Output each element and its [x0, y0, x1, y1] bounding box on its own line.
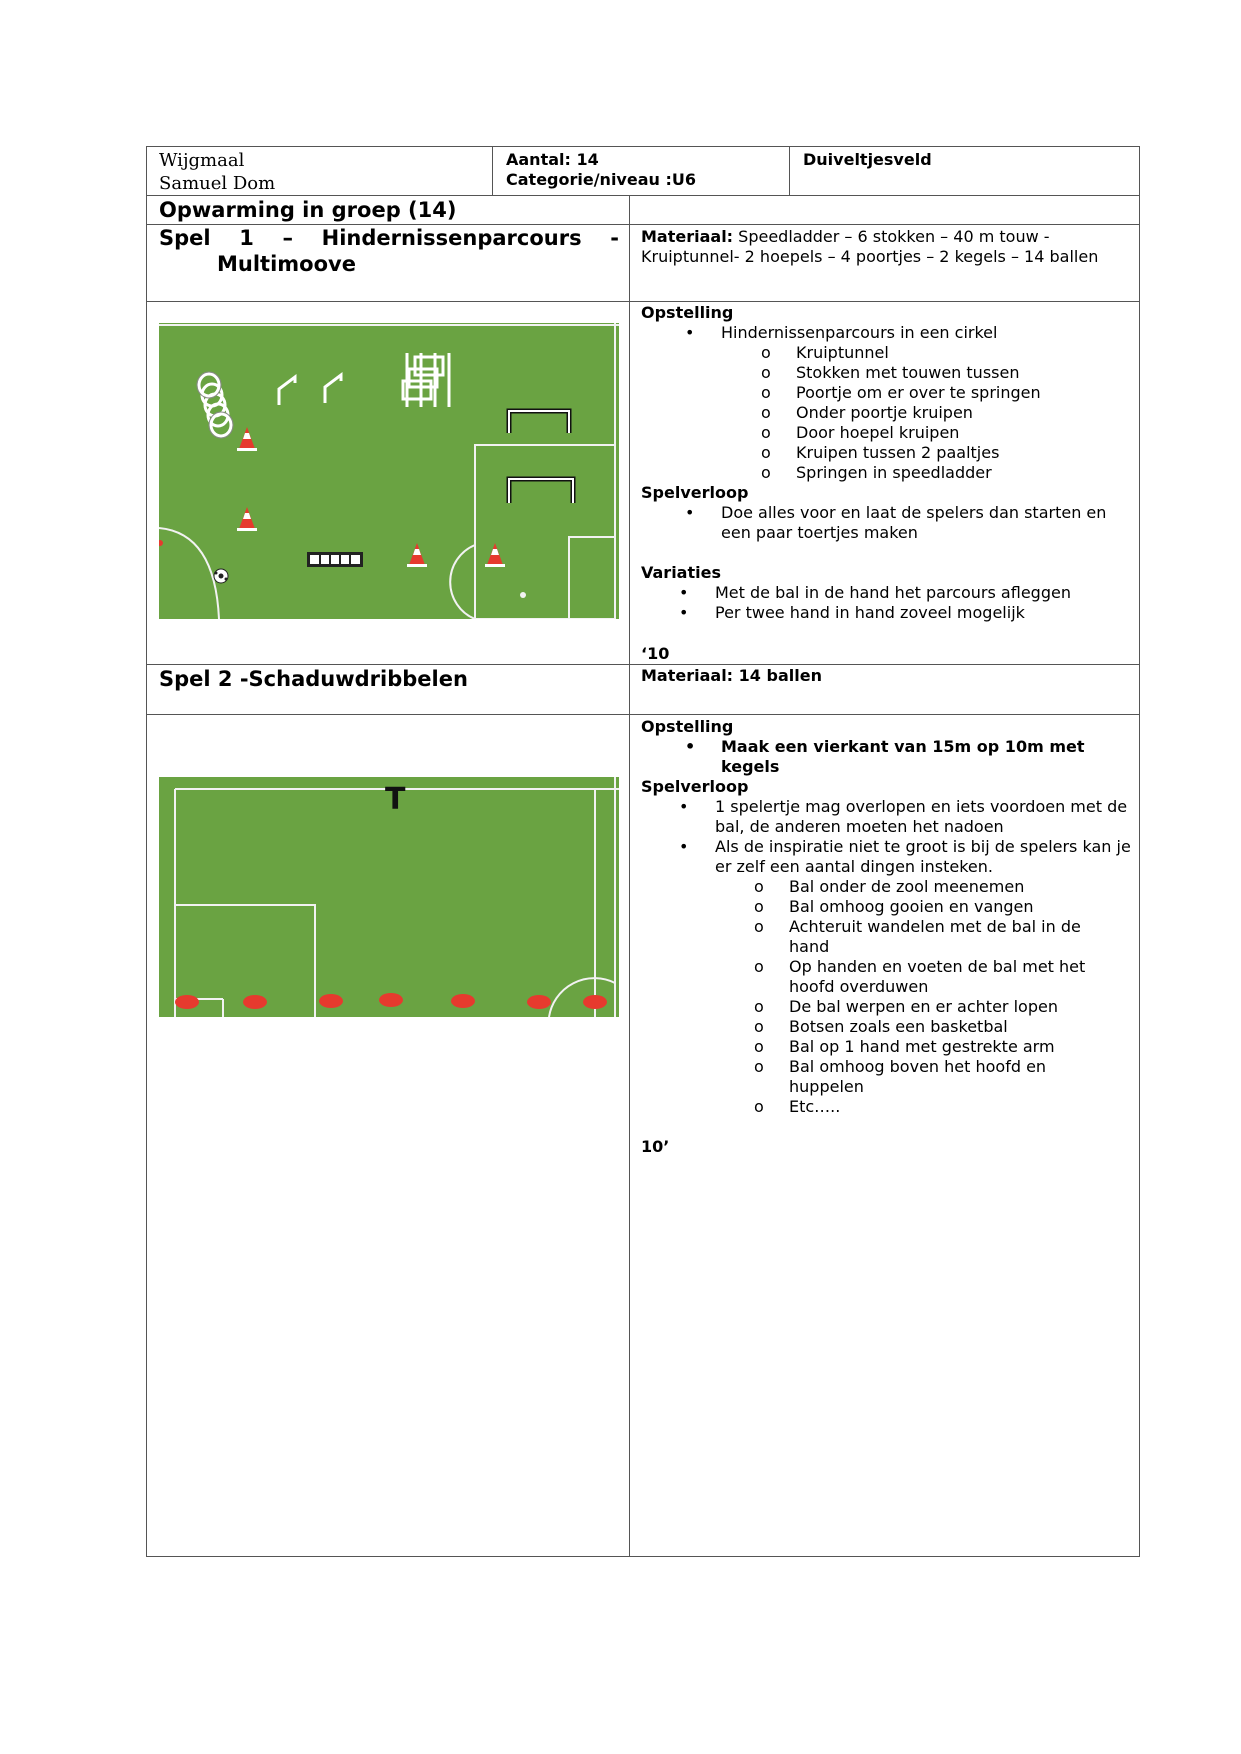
spel1-field-diagram	[159, 323, 619, 619]
spel1-details	[641, 303, 1133, 623]
variaties-label: Variaties	[641, 563, 721, 582]
spel2-title: Spel 2 -Schaduwdribbelen	[159, 667, 468, 691]
list-item: o Op handen en voeten de bal met het hoofd overduwen	[641, 957, 1103, 997]
spel1-title-word: –	[282, 226, 294, 250]
trainer-marker: T	[385, 782, 406, 817]
list-item: o Bal op 1 hand met gestrekte arm	[641, 1037, 1103, 1057]
category-level: Categorie/niveau :U6	[506, 170, 696, 189]
spel2-field-diagram	[159, 777, 619, 1017]
spel2-duration: 10’	[641, 1137, 670, 1156]
list-item: • Als de inspiratie niet te groot is bij de spelers kan je er zelf een aantal dingen insteken.	[641, 837, 1133, 877]
opstelling-sublist	[641, 343, 1133, 483]
list-item: o Bal omhoog boven het hoofd en huppelen	[641, 1057, 1103, 1097]
spelverloop-list	[641, 503, 1133, 543]
cone-marker-icon	[379, 993, 403, 1007]
list-item: o Botsen zoals een basketbal	[641, 1017, 1103, 1037]
cone-marker-icon	[583, 995, 607, 1009]
opstelling-label: Opstelling	[641, 303, 734, 322]
header-count-cell	[506, 150, 786, 190]
list-item: • Doe alles voor en laat de spelers dan starten en een paar toertjes maken	[641, 503, 1133, 543]
list-item: o Bal onder de zool meenemen	[641, 877, 1103, 897]
spel1-title-line2: Multimoove	[217, 252, 356, 276]
list-item: o Springen in speedladder	[641, 463, 1133, 483]
ball-icon	[214, 569, 228, 583]
list-item: • 1 spelertje mag overlopen en iets voordoen met de bal, de anderen moeten het nadoen	[641, 797, 1133, 837]
materiaal-label: Materiaal:	[641, 666, 734, 685]
spelverloop-sublist	[641, 877, 1133, 1117]
list-item: o Bal omhoog gooien en vangen	[641, 897, 1103, 917]
opstelling-list	[641, 737, 1133, 777]
trainer-name: Samuel Dom	[159, 173, 276, 194]
field-name: Duiveltjesveld	[803, 150, 932, 169]
header-club-cell	[159, 149, 489, 195]
spel1-title-word: 1	[239, 226, 254, 250]
divider	[147, 714, 1139, 715]
list-item: o Achteruit wandelen met de bal in de hand	[641, 917, 1103, 957]
opstelling-list	[641, 323, 1133, 343]
list-item: o Kruiptunnel	[641, 343, 1133, 363]
spel1-title-word: Hindernissenparcours	[321, 226, 582, 250]
divider	[147, 301, 1139, 302]
list-item: o Stokken met touwen tussen	[641, 363, 1133, 383]
spel2-materiaal	[641, 666, 1133, 686]
opstelling-label: Opstelling	[641, 717, 734, 736]
divider	[789, 147, 790, 195]
spel1-title-word: Spel	[159, 226, 211, 250]
divider	[629, 195, 630, 1557]
spelverloop-label: Spelverloop	[641, 777, 749, 796]
player-count: Aantal: 14	[506, 150, 599, 169]
speed-ladder-icon	[307, 552, 363, 567]
list-item: • Hindernissenparcours in een cirkel	[641, 323, 1133, 343]
cone-marker-icon	[451, 994, 475, 1008]
materiaal-text: Speedladder – 6 stokken – 40 m touw - Kruiptunnel- 2 hoepels – 4 poortjes – 2 kegels – 14 ballen	[641, 227, 1099, 266]
cone-marker-icon	[243, 995, 267, 1009]
spel1-title-word: -	[610, 226, 619, 250]
list-item: • Maak een vierkant van 15m op 10m met kegels	[641, 737, 1133, 777]
spelverloop-label: Spelverloop	[641, 483, 749, 502]
spel1-duration: ‘10	[641, 644, 670, 663]
list-item: • Met de bal in de hand het parcours afleggen	[641, 583, 1133, 603]
cone-marker-icon	[319, 994, 343, 1008]
list-item: o Door hoepel kruipen	[641, 423, 1133, 443]
section-title: Opwarming in groep (14)	[159, 198, 457, 222]
list-item: o Etc…..	[641, 1097, 1103, 1117]
variaties-list	[641, 583, 1133, 623]
cone-marker-icon	[527, 995, 551, 1009]
list-item: o Poortje om er over te springen	[641, 383, 1133, 403]
spel2-details	[641, 717, 1133, 1157]
list-item: o Kruipen tussen 2 paaltjes	[641, 443, 1133, 463]
list-item: o Onder poortje kruipen	[641, 403, 1133, 423]
list-item: • Per twee hand in hand zoveel mogelijk	[641, 603, 1133, 623]
club-name: Wijgmaal	[159, 150, 245, 171]
divider	[492, 147, 493, 195]
materiaal-label: Materiaal:	[641, 227, 734, 246]
spel1-materiaal	[641, 227, 1133, 267]
spelverloop-list	[641, 797, 1133, 877]
spel1-title	[159, 225, 619, 277]
list-item: o De bal werpen en er achter lopen	[641, 997, 1103, 1017]
penalty-spot	[520, 592, 526, 598]
divider	[147, 195, 1139, 196]
session-sheet	[146, 146, 1140, 1557]
materiaal-text: 14 ballen	[738, 666, 822, 685]
divider	[147, 664, 1139, 665]
cone-marker-icon	[175, 995, 199, 1009]
